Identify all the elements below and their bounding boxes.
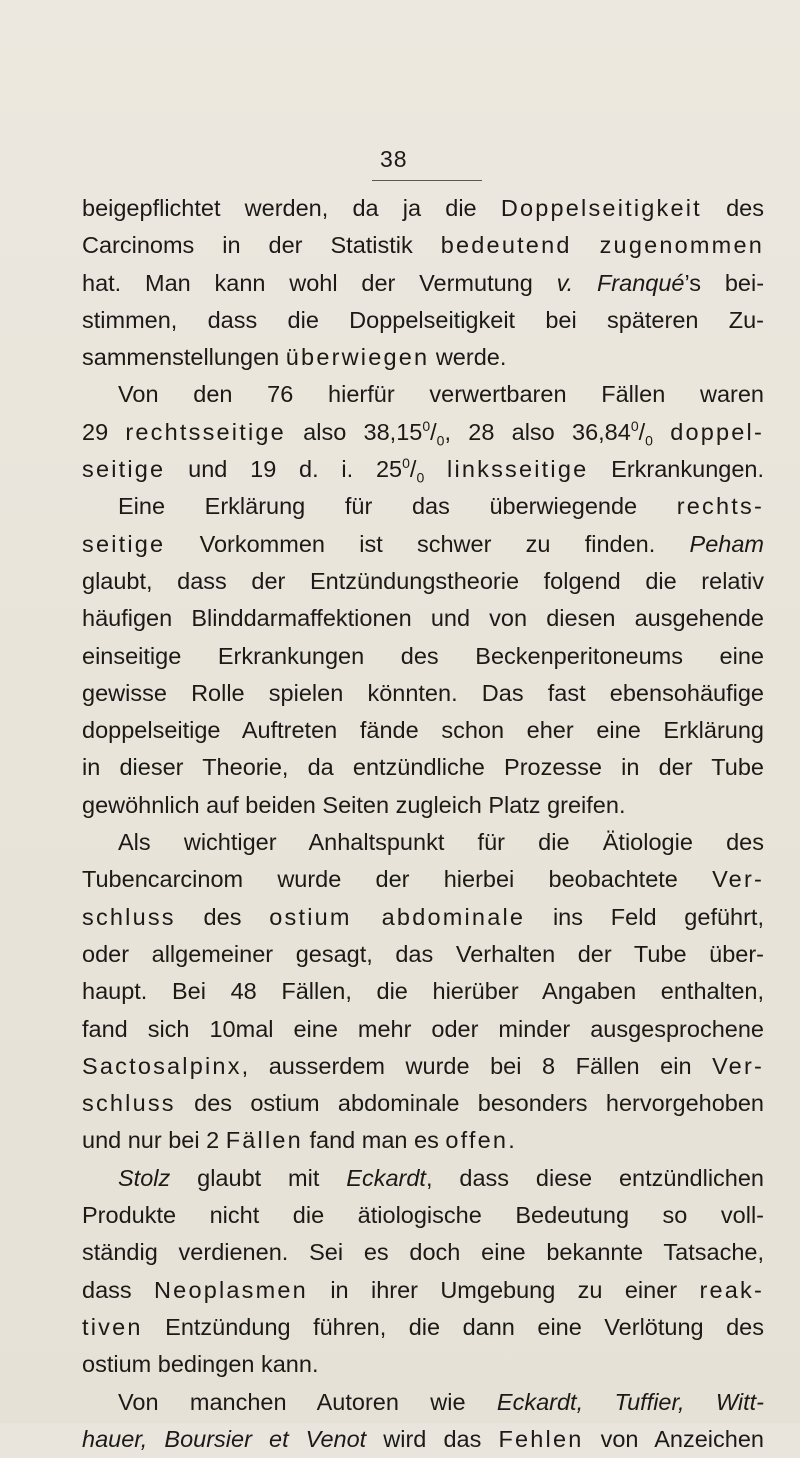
text-run: von Anzeichen — [583, 1425, 764, 1452]
text-run: überwiegen — [285, 344, 430, 371]
text-run: ostium bedingen kann. — [82, 1351, 319, 1378]
text-run: Stolz — [118, 1164, 171, 1191]
text-run: häufigen Blinddarmaffektionen und von diesen ausgehende — [82, 605, 764, 632]
text-run: Entzündung führen, die dann eine Verlötung des — [142, 1313, 764, 1340]
text-run: Sactosalpinx — [82, 1052, 242, 1079]
text-run: Fehlen — [498, 1425, 584, 1452]
text-run: ostium abdominale — [269, 903, 526, 930]
text-run: / — [638, 418, 646, 445]
text-run: fand man es — [302, 1127, 446, 1154]
text-run: Als wichtiger Anhaltspunkt für die Ätiologie des — [118, 829, 764, 856]
text-run: gewisse Rolle spielen könnten. Das fast ebensohäufige — [82, 679, 764, 706]
text-run: Fällen — [225, 1127, 303, 1154]
text-line — [82, 712, 764, 749]
text-run: / — [430, 418, 437, 445]
text-run: Ver- — [712, 866, 764, 893]
text-run: des — [175, 903, 270, 930]
text-line — [82, 376, 764, 413]
text-run: Carcinoms in der Statistik — [82, 232, 441, 259]
text-line — [82, 1197, 764, 1234]
text-run: rechts- — [676, 493, 764, 520]
text-line — [82, 1160, 764, 1197]
text-run: oder allgemeiner gesagt, das Verhalten der Tube über- — [82, 940, 764, 967]
text-line — [82, 414, 764, 451]
text-run: des — [701, 195, 764, 221]
text-run: fand sich 10mal eine mehr oder minder ausgesprochene — [82, 1015, 764, 1042]
text-run: ins Feld geführt, — [525, 903, 764, 930]
text-run: reak- — [699, 1276, 765, 1303]
text-line — [82, 749, 764, 786]
text-run: zugenommen — [599, 232, 764, 259]
text-run — [424, 456, 447, 482]
text-run: Eine Erklärung für das überwiegende — [118, 493, 677, 520]
text-run: und nur bei 2 — [82, 1127, 226, 1154]
text-run: schluss — [82, 903, 176, 930]
text-run: , ausserdem wurde bei 8 Fällen ein — [241, 1052, 713, 1079]
text-run: Eckardt, Tuffier, Witt- — [496, 1388, 764, 1415]
text-run: schluss — [82, 1090, 176, 1117]
text-run: Tubencarcinom wurde der hierbei beobachtete — [82, 866, 713, 893]
text-run: sammenstellungen — [82, 344, 286, 371]
text-run: des ostium abdominale besonders hervorgehoben — [175, 1090, 764, 1117]
text-run: tiven — [82, 1313, 143, 1340]
text-run: ’s bei- — [684, 269, 765, 296]
text-run: v. Franqué — [556, 269, 685, 296]
text-run: , dass diese entzündlichen — [425, 1164, 764, 1191]
text-line — [82, 1122, 764, 1159]
text-line — [82, 861, 764, 898]
text-run: bedeutend — [440, 232, 572, 259]
text-line — [82, 563, 764, 600]
text-run: glaubt, dass der Entzündungstheorie folgend die relativ — [82, 567, 764, 594]
text-run: . — [508, 1127, 515, 1154]
text-line — [82, 1384, 764, 1421]
text-line — [82, 302, 764, 339]
text-run: Von manchen Autoren wie — [118, 1388, 497, 1415]
text-line — [82, 227, 764, 264]
text-line — [82, 899, 764, 936]
text-line — [82, 787, 764, 824]
text-run: 0 — [436, 432, 445, 449]
text-run: haupt. Bei 48 Fällen, die hierüber Angaben enthalten, — [82, 978, 764, 1005]
text-line — [82, 1421, 764, 1458]
text-run: werde. — [429, 344, 507, 371]
text-run: stimmen, dass die Doppelseitigkeit bei späteren Zu- — [82, 306, 764, 333]
text-run: rechtsseitige — [125, 418, 286, 445]
body-text — [82, 190, 764, 1458]
text-line — [82, 1272, 764, 1309]
text-run: offen — [445, 1127, 509, 1154]
text-line — [82, 973, 764, 1010]
text-run: hat. Man kann wohl der Vermutung — [82, 269, 557, 296]
text-run: 0 — [416, 469, 425, 486]
text-run: seitige — [82, 530, 166, 557]
text-run: Eckardt — [346, 1164, 426, 1191]
text-line — [82, 451, 764, 488]
text-run: Doppelseitigkeit — [500, 195, 702, 221]
text-run: wird das — [366, 1425, 499, 1452]
text-run: dass — [82, 1276, 155, 1303]
text-run: Vorkommen ist schwer zu finden. — [165, 530, 690, 557]
text-run: seitige — [82, 456, 166, 483]
text-line — [82, 1234, 764, 1271]
text-run: ständig verdienen. Sei es doch eine bekannte Tatsache, — [82, 1239, 764, 1266]
page-number: 38 — [380, 146, 408, 172]
text-run: Ver- — [712, 1052, 764, 1079]
text-line — [82, 638, 764, 675]
text-run: Produkte nicht die ätiologische Bedeutung so voll- — [82, 1202, 764, 1229]
text-run: in dieser Theorie, da entzündliche Prozesse in der Tube — [82, 754, 764, 781]
text-run: beigepflichtet werden, da ja die — [82, 195, 501, 221]
text-run: einseitige Erkrankungen des Beckenperitoneums eine — [82, 642, 764, 669]
text-run: und 19 d. i. 25 — [165, 456, 403, 483]
text-run: 0 — [645, 432, 653, 449]
text-run: 29 — [82, 418, 126, 445]
text-run: also 38,15 — [285, 418, 423, 445]
text-line — [82, 600, 764, 637]
text-run: Neoplasmen — [154, 1276, 308, 1303]
text-run — [572, 232, 600, 258]
text-run: , 28 also 36,84 — [444, 418, 631, 445]
text-line — [82, 1085, 764, 1122]
text-line — [82, 190, 764, 227]
text-line — [82, 936, 764, 973]
text-line — [82, 339, 764, 376]
text-run: linksseitige — [447, 456, 589, 483]
text-line — [82, 824, 764, 861]
text-run: Von den 76 hierfür verwertbaren Fällen waren — [118, 381, 764, 408]
text-run: Peham — [689, 530, 764, 557]
text-line — [82, 265, 764, 302]
text-run: 0 — [402, 455, 410, 472]
text-run: 0 — [422, 417, 431, 434]
text-line — [82, 1309, 764, 1346]
text-line — [82, 1011, 764, 1048]
text-line — [82, 488, 764, 525]
text-run: doppel- — [670, 418, 764, 445]
text-line — [82, 1048, 764, 1085]
text-run: hauer, Boursier et Venot — [82, 1425, 367, 1452]
text-run: / — [409, 456, 417, 483]
text-run — [653, 419, 670, 445]
text-line — [82, 526, 764, 563]
text-run: doppelseitige Auftreten fände schon eher eine Erklärung — [82, 717, 764, 744]
text-run: glaubt mit — [170, 1164, 347, 1191]
page-number-rule — [372, 180, 482, 181]
text-run: gewöhnlich auf beiden Seiten zugleich Platz greifen. — [82, 791, 626, 818]
text-line — [82, 675, 764, 712]
text-run: Erkrankungen. — [588, 456, 765, 483]
text-run: 0 — [630, 417, 639, 434]
text-run: in ihrer Umgebung zu einer — [307, 1276, 700, 1303]
text-line — [82, 1346, 764, 1383]
